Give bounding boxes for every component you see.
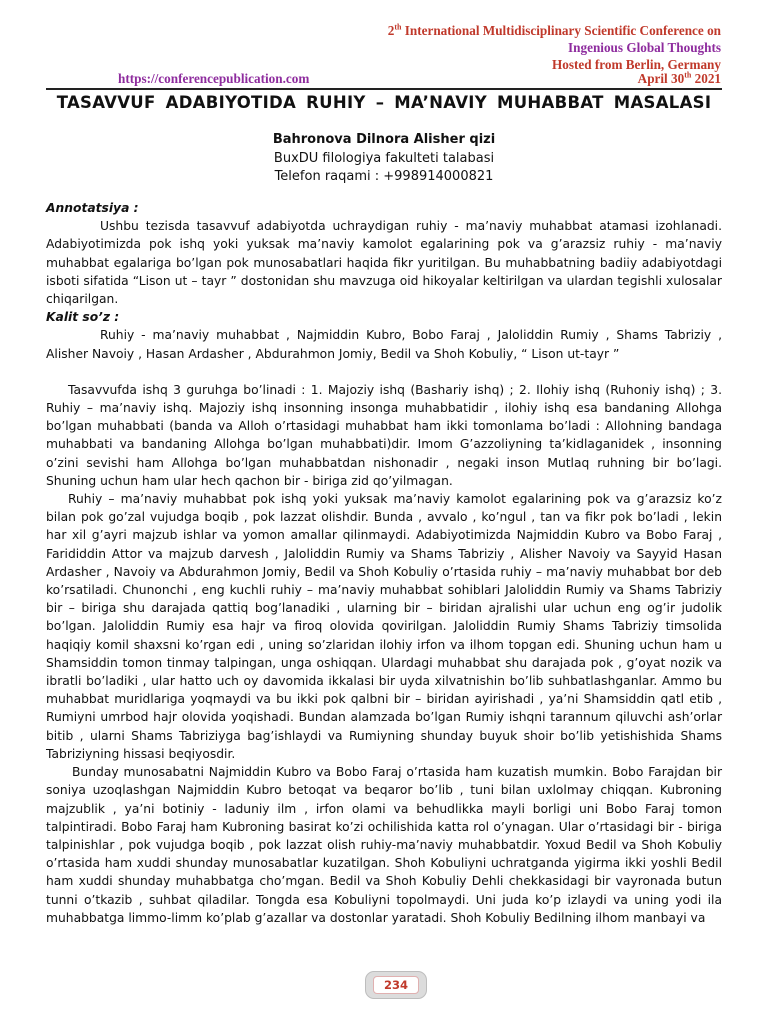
body-paragraph-3: Bunday munosabatni Najmiddin Kubro va Bobo Faraj o’rtasida ham kuzatish mumkin. Bobo Farajdan bir soniya uzoqlashgan Najmiddin Kubro betoqat va beqaror bo’lib , tuni bilan uxlolmay chiqqan. Kubroning majzublik , ya’ni botiniy - laduniy ilm , irfon olami va behudlikka mayli borligi uni Bobo Faraj tomon talpintiradi. Bobo Faraj ham Kubroning basirat ko’zi ochilishida katta rol o’ynagan. Ular o’rtasidagi bir - biriga talpinishlar , pok vujudga boqib , pok lazzat olish ruhiy-ma’naviy muhabbatdir. Yoxud Bedil va Shoh Kobuliy o’rtasida ham xuddi shunday munosabatlar kuzatilgan. Shoh Kobuliyni uchratganda yigirma ikki yoshli Bedil ham xuddi shunday muhabbatga cho’mgan. Bedil va Shoh Kobuliy Dehli chekkasidagi bir vayronada butun tunni o’tkazib , suhbat qiladilar. Tongda esa Kobuliyni topolmaydi. Uni juda ko’p izlaydi va uning yodi ila muhabbatga limmo-limm ko’plab g’azallar va dostonlar yaratadi. Shoh Kobuliy Bedilning ilhom manbayi va [46, 765, 722, 925]
conference-theme: Ingenious Global Thoughts [568, 40, 721, 55]
page-number-badge [365, 971, 427, 999]
date-suffix: th [684, 70, 692, 80]
article-content [46, 199, 722, 927]
date-month-day: April 30 [637, 71, 685, 86]
conference-ordinal-suffix: th [394, 22, 402, 32]
author-block [46, 131, 722, 187]
abstract-text: Ushbu tezisda tasavvuf adabiyotda uchraydigan ruhiy - ma’naviy muhabbat atamasi izohlanadi. Adabiyotimizda pok ishq yoki yuksak ma’naviy kamolot egalarining pok va g’arazsiz ruhiy - ma’naviy muhabbat egalariga bo’lgan pok munosabatlari haqida fikr yuritilgan. Bu muhabbatning badiiy adabiyotdagi isboti sifatida “Lison ut – tayr ” dostonidan shu mavzuga oid hikoyalar keltirilgan va ulardan tegishli xulosalar chiqarilgan. [46, 219, 722, 307]
date-year: 2021 [691, 71, 721, 86]
conference-header [261, 22, 721, 73]
author-phone: Telefon raqami : +998914000821 [274, 169, 494, 184]
keywords-label: Kalit so’z : [46, 310, 120, 325]
section-spacer [46, 363, 722, 381]
conference-title: International Multidisciplinary Scientific Conference on [401, 23, 721, 38]
conference-title-line [261, 22, 721, 39]
abstract-label: Annotatsiya : [46, 201, 139, 215]
author-affiliation: BuxDU filologiya fakulteti talabasi [273, 150, 495, 166]
conference-ordinal: 2 [387, 23, 395, 38]
conference-location: Hosted from Berlin, Germany [552, 57, 721, 72]
article-title: TASAVVUF ADABIYOTIDA RUHIY – MA’NAVIY MUHABBAT MASALASI [56, 93, 712, 112]
author-name: Bahronova Dilnora Alisher qizi [272, 132, 496, 147]
page-number: 234 [373, 976, 419, 994]
body-paragraph-2: Ruhiy – ma’naviy muhabbat pok ishq yoki yuksak ma’naviy kamolot egalarining pok va g’arazsiz ko’z bilan pok go’zal vujudga boqib , pok lazzat olishdir. Bunda , avvalo , ko’ngul , tan va fikr pok bo’ladi , lekin har xil g’ayri majzub ishlar va yomon amallar qilinmaydi. Adabiyotimizda Najmiddin Kubro va Bobo Faraj , Farididdin Attor va majzub darvesh , Jaloliddin Rumiy va Shams Tabriziy , Alisher Navoiy va Sayyid Hasan Ardasher , Navoiy va Abdurahmon Jomiy, Bedil va Shoh Kobuliy o’rtasida ruhiy – ma’naviy muhabbat bor deb ko’rsatiladi. Chunonchi , eng kuchli ruhiy – ma’naviy muhabbat sohiblari Jaloliddin Rumiy va Shams Tabriziy bir – biriga shu darajada qattiq bog’lanadiki , ularning bir – biridan ajralishi ular uchun eng og’ir judolik bo’lgan. Jaloliddin Rumiy esa hajr va firoq olovida qovirilgan. Jaloliddin Rumiy Shams Tabriziy timsolida haqiqiy komil shaxsni ko’rgan edi , uning so’zlaridan ilohiy irfon va ilhom topgan edi. Shuning uchun ham u Shamsiddin tomon tinmay talpingan, unga oshiqqan. Ulardagi muhabbat shu darajada pok , g’oyat nozik va ibratli bo’ladiki , ular hatto uch oy davomida ikkalasi bir uyda xilvatnishin bo’lib suhbatlashganlar. Ammo bu muhabbat muridlariga yoqmaydi va bu ikki pok qalbni bir – biridan ayirishadi , ya’ni Shamsiddin qatl etib , Rumiyni umrbod hajr olovida yoqishadi. Bundan alamzada bo’lgan Rumiy ishqni tarannum qiluvchi ash’orlar bitib , ularni Shams Tabriziyga bag’ishlaydi va Rumiyning shunday buyuk shoir bo’lib yetishishida Shams Tabriziyning hissasi beqiyosdir. [46, 492, 722, 761]
url-date-row [118, 70, 721, 87]
conference-date [638, 70, 721, 87]
body-paragraph-1: Tasavvufda ishq 3 guruhga bo’linadi : 1. Majoziy ishq (Bashariy ishq) ; 2. Ilohiy ishq (Ruhoniy ishq) ; 3. Ruhiy – ma’naviy ishq. Majoziy ishq insonning insonga muhabbatidir , ilohiy ishq esa bandaning Allohga bo’lgan muhabbati (banda va Alloh o’rtasidagi muhabbat ham ikki tomonlama bo’ladi : Allohning bandaga muhabbati va bandaning Allohga bo’lgan muhabbati)dir. Imom G’azzoliyning ta’kidlaganidek , insonning o’zini sevishi ham Allohga bo’lgan muhabbatdan nishonadir , negaki inson Mutlaq ruhning bir bo’lagi. Shuning uchun ham ular hech qachon bir - biriga zid qo’yilmagan. [46, 382, 722, 488]
conference-url-link[interactable]: https://conferencepublication.com [118, 71, 310, 86]
keywords-text: Ruhiy - ma’naviy muhabbat , Najmiddin Kubro, Bobo Faraj , Jaloliddin Rumiy , Shams Tabriziy , Alisher Navoiy , Hasan Ardasher , Abdurahmon Jomiy, Bedil va Shoh Kobuliy, “ Lison ut-tayr ” [46, 328, 722, 361]
header-divider [46, 88, 722, 90]
